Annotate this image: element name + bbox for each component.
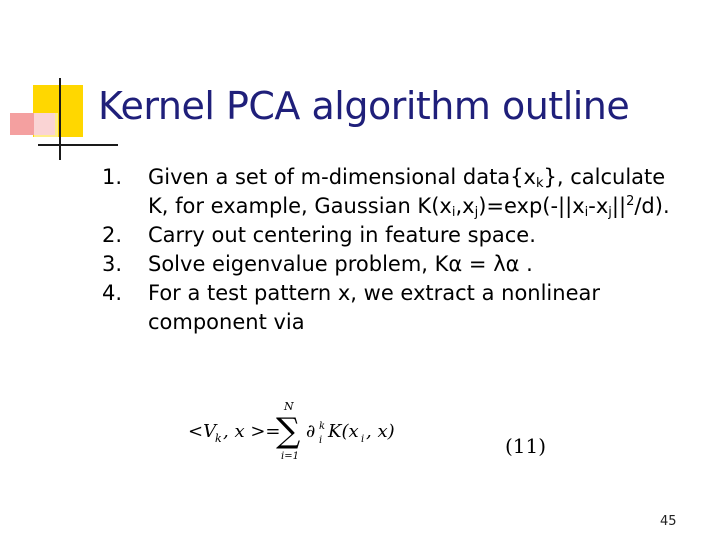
svg-text:i=1: i=1 [281, 451, 299, 462]
step-1 [102, 163, 702, 221]
svg-text:, x): , x) [366, 421, 395, 442]
step-number: 1. [102, 165, 123, 189]
step-4 [102, 279, 702, 337]
step-4-line-1: For a test pattern x, we extract a nonlinear [148, 281, 601, 305]
slide-title: Kernel PCA algorithm outline [98, 84, 630, 128]
svg-text:i: i [361, 434, 365, 445]
step-1-line-2: K, for example, Gaussian $K(x_i,x_j)=\exp(-||x_i-x_j||^2/d)$. [148, 194, 670, 220]
step-number: 2. [102, 223, 123, 247]
svg-text:∂: ∂ [306, 421, 316, 442]
steps-list [102, 163, 702, 337]
svg-text:k: k [215, 432, 222, 445]
svg-text:K(x: K(x [328, 421, 359, 442]
step-1-line-1: Given a set of m-dimensional $data\{x_k\}$, calculate [148, 165, 666, 191]
svg-text:∑: ∑ [276, 411, 301, 451]
kernel-projection-formula [186, 395, 401, 465]
equation-number: (11) [505, 434, 547, 458]
step-2 [102, 221, 702, 250]
step-3 [102, 250, 702, 279]
page-number: 45 [660, 514, 677, 529]
svg-text:N: N [284, 400, 294, 413]
svg-text:i: i [319, 435, 323, 446]
step-number: 3. [102, 252, 123, 276]
svg-text:, x >=: , x >= [223, 421, 281, 442]
svg-text:k: k [319, 421, 326, 432]
step-4-line-2: component via [148, 310, 305, 334]
step-3-text: Solve eigenvalue problem, Kα = λα . [148, 252, 533, 276]
step-2-text: Carry out centering in feature space. [148, 223, 536, 247]
deco-white-overlay [34, 113, 58, 137]
step-number: 4. [102, 281, 123, 305]
svg-text:<V: <V [188, 421, 217, 442]
